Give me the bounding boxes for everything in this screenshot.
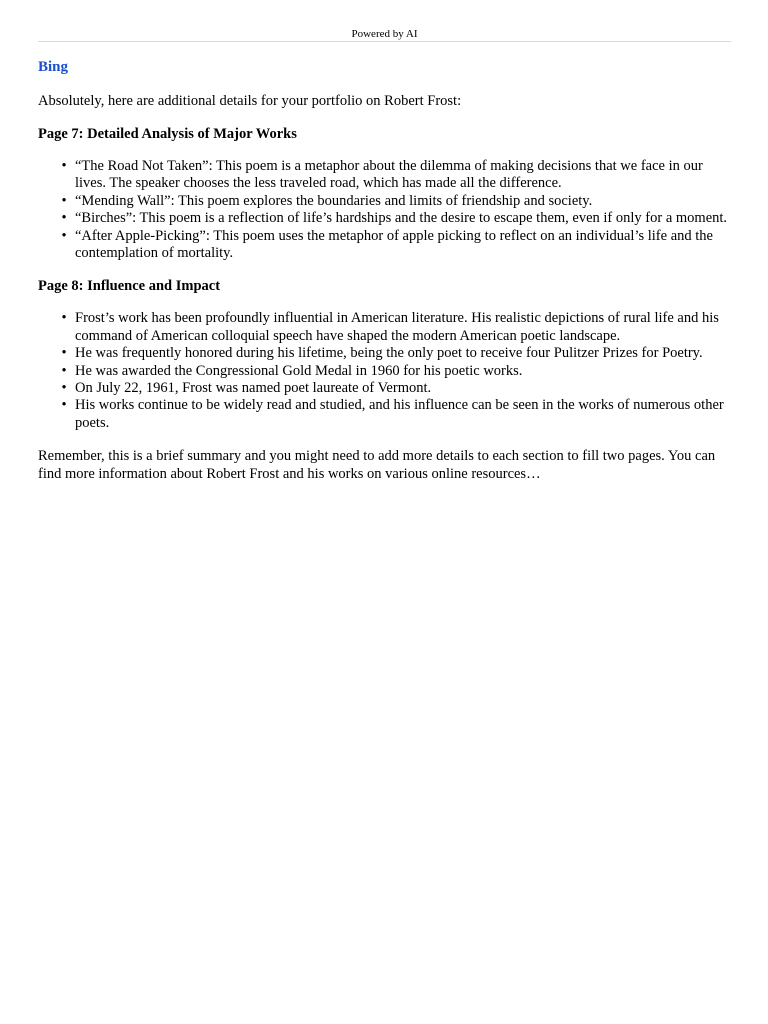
section-influence-impact <box>38 277 731 432</box>
powered-by-label: Powered by AI <box>351 28 418 40</box>
list-item <box>61 310 731 345</box>
bullet-icon: • <box>61 380 67 397</box>
bullet-icon: • <box>61 210 67 227</box>
list-item-text: He was frequently honored during his lifetime, being the only poet to receive four Pulitzer Prizes for Poetry. <box>75 345 703 362</box>
bullet-icon: • <box>61 192 67 209</box>
bullet-icon: • <box>61 158 67 174</box>
bullet-icon: • <box>61 227 67 244</box>
list-item <box>61 345 731 362</box>
brand-name: Bing <box>38 59 69 75</box>
section-heading: Page 8: Influence and Impact <box>38 278 221 295</box>
list-item-text: His works continue to be widely read and studied, and his influence can be seen in the works of numerous other poets. <box>75 397 724 431</box>
powered-by-header <box>38 0 731 42</box>
list-item-text: “The Road Not Taken”: This poem is a metaphor about the dilemma of making decisions that we face in our lives. The speaker chooses the less traveled road, which has made all the difference. <box>75 158 703 192</box>
list-item-text: “Birches”: This poem is a reflection of life’s hardships and the desire to escape them, even if only for a moment. <box>75 210 728 227</box>
section-major-works <box>38 125 731 262</box>
list-item <box>61 210 731 227</box>
list-item-text: On July 22, 1961, Frost was named poet laureate of Vermont. <box>75 380 432 397</box>
bullet-icon: • <box>61 362 67 379</box>
intro-paragraph: Absolutely, here are additional details for your portfolio on Robert Frost: <box>38 93 462 109</box>
bullet-icon: • <box>61 310 67 327</box>
list-item <box>61 227 731 263</box>
bullet-icon: • <box>61 397 67 414</box>
bullet-list <box>38 158 731 262</box>
list-item <box>61 380 731 397</box>
list-item-text: Frost’s work has been profoundly influential in American literature. His realistic depictions of rural life and his command of American colloquial speech have shaped the modern American poetic landscape. <box>75 310 719 344</box>
section-heading: Page 7: Detailed Analysis of Major Works <box>38 126 297 142</box>
list-item <box>61 397 731 432</box>
list-item-text: “After Apple-Picking”: This poem uses the metaphor of apple picking to reflect on an individual’s life and the contemplation of mortality. <box>75 227 713 262</box>
list-item <box>61 158 731 193</box>
bullet-list <box>38 310 731 432</box>
list-item-text: “Mending Wall”: This poem explores the boundaries and limits of friendship and society. <box>75 192 593 209</box>
bullet-icon: • <box>61 345 67 362</box>
closing-paragraph: Remember, this is a brief summary and you might need to add more details to each section to fill two pages. You can find more information about Robert Frost and his works on various online resources… <box>38 448 716 483</box>
list-item-text: He was awarded the Congressional Gold Medal in 1960 for his poetic works. <box>75 362 523 379</box>
list-item <box>61 192 731 210</box>
list-item <box>61 362 731 380</box>
